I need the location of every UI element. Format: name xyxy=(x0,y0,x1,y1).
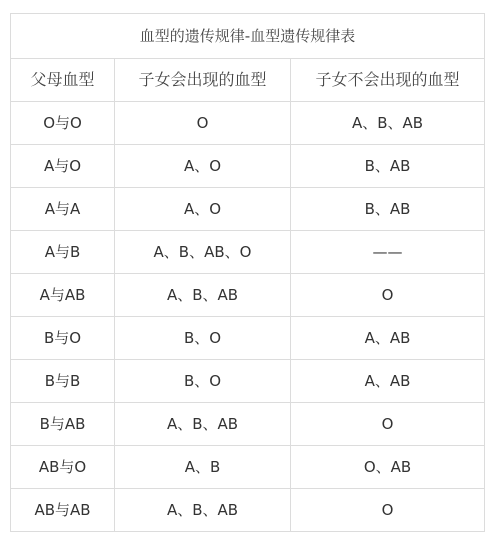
cell-impossible-child-blood-type: O xyxy=(291,489,485,532)
cell-parent-blood-type: A与A xyxy=(11,188,115,231)
table-row xyxy=(11,446,485,489)
cell-possible-child-blood-type: A、B、AB xyxy=(115,274,291,317)
cell-impossible-child-blood-type: A、AB xyxy=(291,317,485,360)
cell-parent-blood-type: A与B xyxy=(11,231,115,274)
table-row xyxy=(11,403,485,446)
table-row xyxy=(11,274,485,317)
table-row xyxy=(11,360,485,403)
header-parent-blood-type: 父母血型 xyxy=(11,59,115,102)
blood-type-table-container xyxy=(10,13,484,532)
cell-possible-child-blood-type: A、O xyxy=(115,145,291,188)
table-row xyxy=(11,145,485,188)
cell-parent-blood-type: B与AB xyxy=(11,403,115,446)
cell-possible-child-blood-type: A、B、AB xyxy=(115,403,291,446)
cell-possible-child-blood-type: B、O xyxy=(115,360,291,403)
header-impossible-child-blood-type: 子女不会出现的血型 xyxy=(291,59,485,102)
cell-possible-child-blood-type: A、B、AB xyxy=(115,489,291,532)
table-row xyxy=(11,188,485,231)
cell-impossible-child-blood-type: O、AB xyxy=(291,446,485,489)
cell-parent-blood-type: A与O xyxy=(11,145,115,188)
cell-parent-blood-type: A与AB xyxy=(11,274,115,317)
cell-parent-blood-type: AB与O xyxy=(11,446,115,489)
cell-impossible-child-blood-type: O xyxy=(291,403,485,446)
table-row xyxy=(11,102,485,145)
cell-impossible-child-blood-type: O xyxy=(291,274,485,317)
table-header-row xyxy=(11,59,485,102)
table-row xyxy=(11,317,485,360)
cell-parent-blood-type: AB与AB xyxy=(11,489,115,532)
cell-possible-child-blood-type: B、O xyxy=(115,317,291,360)
cell-possible-child-blood-type: O xyxy=(115,102,291,145)
cell-possible-child-blood-type: A、O xyxy=(115,188,291,231)
table-title-row xyxy=(11,14,485,59)
table-row xyxy=(11,489,485,532)
cell-possible-child-blood-type: A、B xyxy=(115,446,291,489)
cell-impossible-child-blood-type: A、B、AB xyxy=(291,102,485,145)
cell-impossible-child-blood-type: A、AB xyxy=(291,360,485,403)
cell-impossible-child-blood-type: —— xyxy=(291,231,485,274)
cell-impossible-child-blood-type: B、AB xyxy=(291,145,485,188)
blood-type-inheritance-table xyxy=(10,13,485,532)
header-possible-child-blood-type: 子女会出现的血型 xyxy=(115,59,291,102)
cell-parent-blood-type: B与O xyxy=(11,317,115,360)
cell-possible-child-blood-type: A、B、AB、O xyxy=(115,231,291,274)
cell-parent-blood-type: O与O xyxy=(11,102,115,145)
cell-impossible-child-blood-type: B、AB xyxy=(291,188,485,231)
table-title: 血型的遗传规律-血型遗传规律表 xyxy=(11,14,485,59)
table-row xyxy=(11,231,485,274)
cell-parent-blood-type: B与B xyxy=(11,360,115,403)
